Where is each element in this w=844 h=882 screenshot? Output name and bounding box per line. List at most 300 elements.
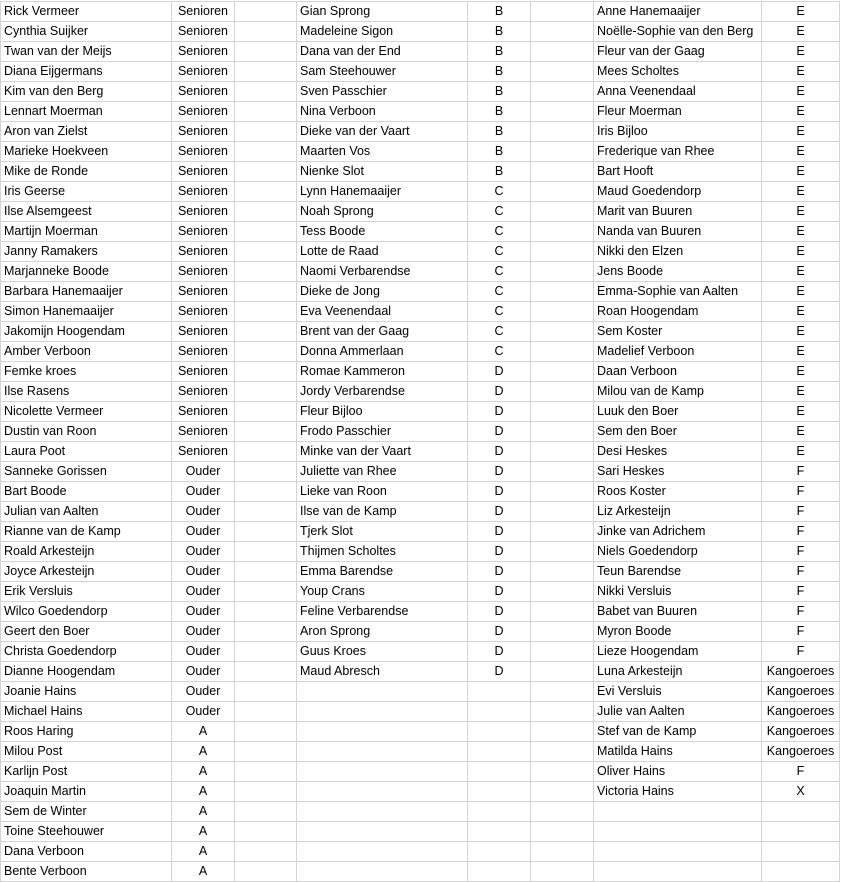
- cell-name-g[interactable]: Frederique van Rhee: [594, 142, 762, 162]
- cell-name-d[interactable]: Madeleine Sigon: [297, 22, 468, 42]
- cell-team-b[interactable]: Ouder: [172, 582, 235, 602]
- cell-team-h[interactable]: [762, 822, 840, 842]
- cell-empty-f[interactable]: [531, 662, 594, 682]
- cell-name-g[interactable]: Julie van Aalten: [594, 702, 762, 722]
- cell-team-e[interactable]: D: [468, 502, 531, 522]
- cell-empty-f[interactable]: [531, 2, 594, 22]
- cell-empty-c[interactable]: [235, 2, 297, 22]
- cell-team-b[interactable]: Ouder: [172, 602, 235, 622]
- cell-team-h[interactable]: F: [762, 482, 840, 502]
- cell-team-h[interactable]: E: [762, 282, 840, 302]
- cell-team-h[interactable]: E: [762, 202, 840, 222]
- cell-name-d[interactable]: Maud Abresch: [297, 662, 468, 682]
- cell-team-e[interactable]: B: [468, 22, 531, 42]
- cell-team-b[interactable]: Ouder: [172, 662, 235, 682]
- cell-team-e[interactable]: B: [468, 2, 531, 22]
- cell-name-g[interactable]: Sem Koster: [594, 322, 762, 342]
- cell-team-e[interactable]: D: [468, 602, 531, 622]
- cell-team-e[interactable]: B: [468, 102, 531, 122]
- cell-empty-c[interactable]: [235, 662, 297, 682]
- cell-name-a[interactable]: Iris Geerse: [1, 182, 172, 202]
- cell-team-b[interactable]: Senioren: [172, 162, 235, 182]
- cell-name-g[interactable]: Teun Barendse: [594, 562, 762, 582]
- cell-empty-f[interactable]: [531, 322, 594, 342]
- cell-empty-f[interactable]: [531, 222, 594, 242]
- cell-empty-f[interactable]: [531, 542, 594, 562]
- cell-empty-f[interactable]: [531, 242, 594, 262]
- cell-name-g[interactable]: Luuk den Boer: [594, 402, 762, 422]
- cell-empty-c[interactable]: [235, 402, 297, 422]
- cell-empty-f[interactable]: [531, 802, 594, 822]
- cell-name-d[interactable]: Aron Sprong: [297, 622, 468, 642]
- cell-team-h[interactable]: Kangoeroes: [762, 662, 840, 682]
- cell-name-a[interactable]: Kim van den Berg: [1, 82, 172, 102]
- cell-team-h[interactable]: F: [762, 762, 840, 782]
- cell-team-e[interactable]: C: [468, 302, 531, 322]
- cell-name-d[interactable]: Dana van der End: [297, 42, 468, 62]
- cell-empty-f[interactable]: [531, 302, 594, 322]
- cell-name-g[interactable]: Jinke van Adrichem: [594, 522, 762, 542]
- cell-empty-c[interactable]: [235, 762, 297, 782]
- cell-empty-f[interactable]: [531, 842, 594, 862]
- cell-team-b[interactable]: Senioren: [172, 442, 235, 462]
- cell-name-d[interactable]: Lieke van Roon: [297, 482, 468, 502]
- cell-name-d[interactable]: [297, 702, 468, 722]
- cell-team-b[interactable]: Senioren: [172, 122, 235, 142]
- cell-empty-f[interactable]: [531, 502, 594, 522]
- cell-empty-c[interactable]: [235, 342, 297, 362]
- cell-team-h[interactable]: E: [762, 142, 840, 162]
- cell-name-a[interactable]: Ilse Alsemgeest: [1, 202, 172, 222]
- cell-team-e[interactable]: B: [468, 62, 531, 82]
- cell-name-d[interactable]: Nina Verboon: [297, 102, 468, 122]
- cell-name-g[interactable]: [594, 822, 762, 842]
- cell-team-b[interactable]: Senioren: [172, 202, 235, 222]
- cell-team-h[interactable]: E: [762, 342, 840, 362]
- cell-name-g[interactable]: Daan Verboon: [594, 362, 762, 382]
- cell-empty-c[interactable]: [235, 82, 297, 102]
- cell-name-a[interactable]: Rick Vermeer: [1, 2, 172, 22]
- cell-name-d[interactable]: Dieke van der Vaart: [297, 122, 468, 142]
- cell-empty-f[interactable]: [531, 702, 594, 722]
- cell-team-h[interactable]: E: [762, 322, 840, 342]
- cell-empty-c[interactable]: [235, 62, 297, 82]
- cell-empty-f[interactable]: [531, 822, 594, 842]
- cell-team-b[interactable]: Senioren: [172, 102, 235, 122]
- cell-empty-f[interactable]: [531, 422, 594, 442]
- cell-team-h[interactable]: Kangoeroes: [762, 742, 840, 762]
- cell-empty-f[interactable]: [531, 642, 594, 662]
- cell-empty-c[interactable]: [235, 142, 297, 162]
- cell-empty-f[interactable]: [531, 382, 594, 402]
- cell-team-h[interactable]: F: [762, 562, 840, 582]
- cell-team-e[interactable]: D: [468, 442, 531, 462]
- cell-name-g[interactable]: Desi Heskes: [594, 442, 762, 462]
- cell-team-b[interactable]: Ouder: [172, 622, 235, 642]
- cell-team-e[interactable]: [468, 722, 531, 742]
- cell-team-e[interactable]: [468, 802, 531, 822]
- cell-name-g[interactable]: Stef van de Kamp: [594, 722, 762, 742]
- cell-empty-c[interactable]: [235, 802, 297, 822]
- cell-name-a[interactable]: Femke kroes: [1, 362, 172, 382]
- cell-empty-c[interactable]: [235, 462, 297, 482]
- cell-empty-c[interactable]: [235, 22, 297, 42]
- cell-team-e[interactable]: [468, 742, 531, 762]
- cell-empty-f[interactable]: [531, 142, 594, 162]
- cell-team-b[interactable]: Senioren: [172, 282, 235, 302]
- cell-name-a[interactable]: Dianne Hoogendam: [1, 662, 172, 682]
- cell-empty-c[interactable]: [235, 822, 297, 842]
- cell-name-d[interactable]: Jordy Verbarendse: [297, 382, 468, 402]
- cell-name-d[interactable]: Fleur Bijloo: [297, 402, 468, 422]
- cell-name-d[interactable]: Nienke Slot: [297, 162, 468, 182]
- cell-name-a[interactable]: Bart Boode: [1, 482, 172, 502]
- cell-name-d[interactable]: Naomi Verbarendse: [297, 262, 468, 282]
- cell-team-e[interactable]: D: [468, 582, 531, 602]
- cell-team-h[interactable]: F: [762, 502, 840, 522]
- cell-team-h[interactable]: E: [762, 422, 840, 442]
- cell-name-g[interactable]: Emma-Sophie van Aalten: [594, 282, 762, 302]
- cell-empty-f[interactable]: [531, 582, 594, 602]
- cell-team-b[interactable]: Senioren: [172, 362, 235, 382]
- cell-name-a[interactable]: Aron van Zielst: [1, 122, 172, 142]
- cell-team-h[interactable]: Kangoeroes: [762, 722, 840, 742]
- cell-name-d[interactable]: Donna Ammerlaan: [297, 342, 468, 362]
- cell-name-a[interactable]: Diana Eijgermans: [1, 62, 172, 82]
- cell-team-e[interactable]: B: [468, 42, 531, 62]
- cell-team-e[interactable]: [468, 842, 531, 862]
- cell-name-d[interactable]: Minke van der Vaart: [297, 442, 468, 462]
- cell-team-e[interactable]: D: [468, 522, 531, 542]
- cell-team-b[interactable]: Senioren: [172, 342, 235, 362]
- cell-team-e[interactable]: D: [468, 462, 531, 482]
- cell-team-h[interactable]: E: [762, 262, 840, 282]
- cell-name-a[interactable]: Wilco Goedendorp: [1, 602, 172, 622]
- cell-name-g[interactable]: Jens Boode: [594, 262, 762, 282]
- cell-team-b[interactable]: Ouder: [172, 542, 235, 562]
- cell-name-a[interactable]: Sanneke Gorissen: [1, 462, 172, 482]
- cell-name-a[interactable]: Simon Hanemaaijer: [1, 302, 172, 322]
- cell-name-d[interactable]: Gian Sprong: [297, 2, 468, 22]
- cell-team-e[interactable]: [468, 862, 531, 882]
- cell-empty-c[interactable]: [235, 862, 297, 882]
- cell-team-b[interactable]: Ouder: [172, 642, 235, 662]
- cell-team-b[interactable]: A: [172, 842, 235, 862]
- cell-name-g[interactable]: Nikki Versluis: [594, 582, 762, 602]
- cell-empty-f[interactable]: [531, 162, 594, 182]
- cell-name-a[interactable]: Joanie Hains: [1, 682, 172, 702]
- cell-team-b[interactable]: Senioren: [172, 262, 235, 282]
- cell-name-d[interactable]: Ilse van de Kamp: [297, 502, 468, 522]
- cell-empty-f[interactable]: [531, 562, 594, 582]
- cell-empty-f[interactable]: [531, 782, 594, 802]
- cell-name-g[interactable]: Oliver Hains: [594, 762, 762, 782]
- cell-name-d[interactable]: Youp Crans: [297, 582, 468, 602]
- cell-empty-c[interactable]: [235, 262, 297, 282]
- cell-team-e[interactable]: [468, 782, 531, 802]
- cell-name-a[interactable]: Erik Versluis: [1, 582, 172, 602]
- cell-team-e[interactable]: D: [468, 542, 531, 562]
- cell-name-g[interactable]: Fleur Moerman: [594, 102, 762, 122]
- cell-name-g[interactable]: Liz Arkesteijn: [594, 502, 762, 522]
- cell-empty-c[interactable]: [235, 502, 297, 522]
- cell-name-a[interactable]: Michael Hains: [1, 702, 172, 722]
- cell-team-e[interactable]: C: [468, 202, 531, 222]
- cell-empty-c[interactable]: [235, 302, 297, 322]
- cell-team-b[interactable]: A: [172, 742, 235, 762]
- cell-team-e[interactable]: [468, 682, 531, 702]
- cell-team-h[interactable]: E: [762, 22, 840, 42]
- cell-team-b[interactable]: Senioren: [172, 422, 235, 442]
- cell-team-b[interactable]: Ouder: [172, 682, 235, 702]
- cell-name-a[interactable]: Marieke Hoekveen: [1, 142, 172, 162]
- cell-empty-f[interactable]: [531, 102, 594, 122]
- cell-name-g[interactable]: Anne Hanemaaijer: [594, 2, 762, 22]
- cell-team-e[interactable]: D: [468, 422, 531, 442]
- cell-team-h[interactable]: E: [762, 402, 840, 422]
- cell-empty-c[interactable]: [235, 842, 297, 862]
- cell-team-b[interactable]: Senioren: [172, 82, 235, 102]
- cell-team-b[interactable]: Ouder: [172, 482, 235, 502]
- cell-team-h[interactable]: E: [762, 302, 840, 322]
- cell-name-d[interactable]: Lotte de Raad: [297, 242, 468, 262]
- cell-name-a[interactable]: Rianne van de Kamp: [1, 522, 172, 542]
- cell-team-b[interactable]: A: [172, 822, 235, 842]
- cell-team-e[interactable]: C: [468, 182, 531, 202]
- cell-team-h[interactable]: [762, 802, 840, 822]
- cell-name-a[interactable]: Barbara Hanemaaijer: [1, 282, 172, 302]
- cell-empty-f[interactable]: [531, 602, 594, 622]
- cell-empty-c[interactable]: [235, 162, 297, 182]
- cell-name-a[interactable]: Roald Arkesteijn: [1, 542, 172, 562]
- cell-empty-c[interactable]: [235, 202, 297, 222]
- cell-empty-c[interactable]: [235, 602, 297, 622]
- cell-empty-f[interactable]: [531, 122, 594, 142]
- cell-name-a[interactable]: Amber Verboon: [1, 342, 172, 362]
- cell-team-h[interactable]: [762, 862, 840, 882]
- cell-name-g[interactable]: Maud Goedendorp: [594, 182, 762, 202]
- cell-name-a[interactable]: Sem de Winter: [1, 802, 172, 822]
- cell-team-h[interactable]: F: [762, 582, 840, 602]
- cell-team-h[interactable]: E: [762, 382, 840, 402]
- cell-name-a[interactable]: Jakomijn Hoogendam: [1, 322, 172, 342]
- cell-empty-f[interactable]: [531, 442, 594, 462]
- cell-empty-c[interactable]: [235, 422, 297, 442]
- cell-name-a[interactable]: Bente Verboon: [1, 862, 172, 882]
- cell-team-h[interactable]: F: [762, 642, 840, 662]
- cell-name-g[interactable]: Bart Hooft: [594, 162, 762, 182]
- cell-empty-f[interactable]: [531, 482, 594, 502]
- cell-empty-f[interactable]: [531, 22, 594, 42]
- cell-name-d[interactable]: Sam Steehouwer: [297, 62, 468, 82]
- cell-name-d[interactable]: Sven Passchier: [297, 82, 468, 102]
- cell-team-b[interactable]: Senioren: [172, 302, 235, 322]
- cell-name-a[interactable]: Lennart Moerman: [1, 102, 172, 122]
- cell-team-e[interactable]: B: [468, 82, 531, 102]
- cell-team-e[interactable]: D: [468, 362, 531, 382]
- cell-team-e[interactable]: C: [468, 282, 531, 302]
- cell-empty-f[interactable]: [531, 622, 594, 642]
- cell-name-g[interactable]: Myron Boode: [594, 622, 762, 642]
- cell-name-g[interactable]: [594, 862, 762, 882]
- cell-team-b[interactable]: Ouder: [172, 702, 235, 722]
- cell-name-d[interactable]: Tjerk Slot: [297, 522, 468, 542]
- cell-team-b[interactable]: Senioren: [172, 2, 235, 22]
- cell-team-b[interactable]: Ouder: [172, 462, 235, 482]
- cell-team-h[interactable]: Kangoeroes: [762, 682, 840, 702]
- cell-name-d[interactable]: Brent van der Gaag: [297, 322, 468, 342]
- cell-empty-c[interactable]: [235, 382, 297, 402]
- cell-name-g[interactable]: Fleur van der Gaag: [594, 42, 762, 62]
- cell-empty-f[interactable]: [531, 722, 594, 742]
- cell-team-e[interactable]: D: [468, 642, 531, 662]
- cell-team-e[interactable]: [468, 762, 531, 782]
- cell-name-d[interactable]: [297, 742, 468, 762]
- cell-empty-c[interactable]: [235, 482, 297, 502]
- cell-name-a[interactable]: Roos Haring: [1, 722, 172, 742]
- cell-team-h[interactable]: E: [762, 442, 840, 462]
- cell-team-h[interactable]: E: [762, 122, 840, 142]
- cell-team-b[interactable]: Senioren: [172, 382, 235, 402]
- cell-empty-f[interactable]: [531, 82, 594, 102]
- cell-name-g[interactable]: Niels Goedendorp: [594, 542, 762, 562]
- cell-empty-c[interactable]: [235, 222, 297, 242]
- cell-team-b[interactable]: A: [172, 862, 235, 882]
- cell-team-b[interactable]: Senioren: [172, 402, 235, 422]
- cell-empty-f[interactable]: [531, 462, 594, 482]
- cell-team-b[interactable]: Senioren: [172, 22, 235, 42]
- cell-team-b[interactable]: A: [172, 722, 235, 742]
- cell-empty-c[interactable]: [235, 742, 297, 762]
- cell-team-b[interactable]: A: [172, 782, 235, 802]
- cell-name-a[interactable]: Geert den Boer: [1, 622, 172, 642]
- cell-name-d[interactable]: Noah Sprong: [297, 202, 468, 222]
- cell-team-b[interactable]: Senioren: [172, 222, 235, 242]
- cell-team-b[interactable]: Ouder: [172, 522, 235, 542]
- cell-empty-f[interactable]: [531, 342, 594, 362]
- cell-name-g[interactable]: Babet van Buuren: [594, 602, 762, 622]
- cell-team-h[interactable]: Kangoeroes: [762, 702, 840, 722]
- cell-name-g[interactable]: Madelief Verboon: [594, 342, 762, 362]
- cell-team-h[interactable]: X: [762, 782, 840, 802]
- cell-name-d[interactable]: Romae Kammeron: [297, 362, 468, 382]
- cell-empty-c[interactable]: [235, 242, 297, 262]
- cell-name-d[interactable]: Lynn Hanemaaijer: [297, 182, 468, 202]
- cell-team-b[interactable]: Ouder: [172, 562, 235, 582]
- cell-name-d[interactable]: Eva Veenendaal: [297, 302, 468, 322]
- cell-empty-c[interactable]: [235, 522, 297, 542]
- cell-name-d[interactable]: [297, 862, 468, 882]
- cell-name-g[interactable]: Sari Heskes: [594, 462, 762, 482]
- cell-team-h[interactable]: F: [762, 522, 840, 542]
- cell-name-a[interactable]: Milou Post: [1, 742, 172, 762]
- cell-name-d[interactable]: Thijmen Scholtes: [297, 542, 468, 562]
- cell-team-e[interactable]: D: [468, 402, 531, 422]
- cell-empty-f[interactable]: [531, 742, 594, 762]
- cell-team-e[interactable]: C: [468, 242, 531, 262]
- cell-team-h[interactable]: E: [762, 222, 840, 242]
- cell-name-g[interactable]: Victoria Hains: [594, 782, 762, 802]
- cell-name-g[interactable]: Anna Veenendaal: [594, 82, 762, 102]
- cell-name-g[interactable]: Nikki den Elzen: [594, 242, 762, 262]
- cell-team-h[interactable]: F: [762, 602, 840, 622]
- cell-empty-c[interactable]: [235, 782, 297, 802]
- cell-team-b[interactable]: Senioren: [172, 62, 235, 82]
- cell-name-a[interactable]: Twan van der Meijs: [1, 42, 172, 62]
- cell-empty-c[interactable]: [235, 102, 297, 122]
- cell-name-g[interactable]: Luna Arkesteijn: [594, 662, 762, 682]
- cell-empty-f[interactable]: [531, 402, 594, 422]
- cell-team-h[interactable]: E: [762, 362, 840, 382]
- cell-name-g[interactable]: Nanda van Buuren: [594, 222, 762, 242]
- cell-empty-c[interactable]: [235, 282, 297, 302]
- cell-name-d[interactable]: Maarten Vos: [297, 142, 468, 162]
- cell-team-h[interactable]: E: [762, 162, 840, 182]
- cell-name-d[interactable]: [297, 782, 468, 802]
- cell-empty-c[interactable]: [235, 322, 297, 342]
- cell-name-g[interactable]: Roan Hoogendam: [594, 302, 762, 322]
- cell-name-a[interactable]: Nicolette Vermeer: [1, 402, 172, 422]
- cell-name-a[interactable]: Laura Poot: [1, 442, 172, 462]
- cell-empty-c[interactable]: [235, 362, 297, 382]
- cell-name-g[interactable]: Noëlle-Sophie van den Berg: [594, 22, 762, 42]
- cell-team-e[interactable]: D: [468, 662, 531, 682]
- cell-team-b[interactable]: Senioren: [172, 142, 235, 162]
- cell-team-e[interactable]: C: [468, 342, 531, 362]
- cell-team-b[interactable]: Ouder: [172, 502, 235, 522]
- cell-team-e[interactable]: B: [468, 162, 531, 182]
- cell-empty-c[interactable]: [235, 582, 297, 602]
- cell-empty-f[interactable]: [531, 762, 594, 782]
- cell-name-a[interactable]: Dana Verboon: [1, 842, 172, 862]
- cell-name-d[interactable]: Feline Verbarendse: [297, 602, 468, 622]
- cell-team-h[interactable]: F: [762, 542, 840, 562]
- cell-name-a[interactable]: Mike de Ronde: [1, 162, 172, 182]
- cell-name-g[interactable]: Mees Scholtes: [594, 62, 762, 82]
- cell-empty-f[interactable]: [531, 282, 594, 302]
- cell-team-h[interactable]: E: [762, 182, 840, 202]
- cell-name-g[interactable]: Matilda Hains: [594, 742, 762, 762]
- cell-team-h[interactable]: F: [762, 622, 840, 642]
- cell-team-b[interactable]: Senioren: [172, 242, 235, 262]
- cell-team-e[interactable]: C: [468, 322, 531, 342]
- cell-team-e[interactable]: C: [468, 262, 531, 282]
- cell-name-d[interactable]: [297, 802, 468, 822]
- cell-team-b[interactable]: A: [172, 802, 235, 822]
- cell-name-g[interactable]: Roos Koster: [594, 482, 762, 502]
- cell-empty-c[interactable]: [235, 702, 297, 722]
- cell-empty-f[interactable]: [531, 62, 594, 82]
- cell-team-h[interactable]: E: [762, 82, 840, 102]
- cell-empty-c[interactable]: [235, 622, 297, 642]
- cell-team-e[interactable]: B: [468, 142, 531, 162]
- cell-empty-f[interactable]: [531, 682, 594, 702]
- cell-team-h[interactable]: E: [762, 42, 840, 62]
- cell-name-a[interactable]: Julian van Aalten: [1, 502, 172, 522]
- cell-team-e[interactable]: [468, 822, 531, 842]
- cell-name-d[interactable]: [297, 722, 468, 742]
- cell-empty-f[interactable]: [531, 522, 594, 542]
- cell-name-g[interactable]: [594, 802, 762, 822]
- cell-team-e[interactable]: D: [468, 622, 531, 642]
- cell-name-a[interactable]: Martijn Moerman: [1, 222, 172, 242]
- cell-empty-c[interactable]: [235, 682, 297, 702]
- cell-name-g[interactable]: Milou van de Kamp: [594, 382, 762, 402]
- cell-name-d[interactable]: Emma Barendse: [297, 562, 468, 582]
- cell-team-h[interactable]: E: [762, 242, 840, 262]
- cell-name-d[interactable]: Dieke de Jong: [297, 282, 468, 302]
- cell-team-e[interactable]: [468, 702, 531, 722]
